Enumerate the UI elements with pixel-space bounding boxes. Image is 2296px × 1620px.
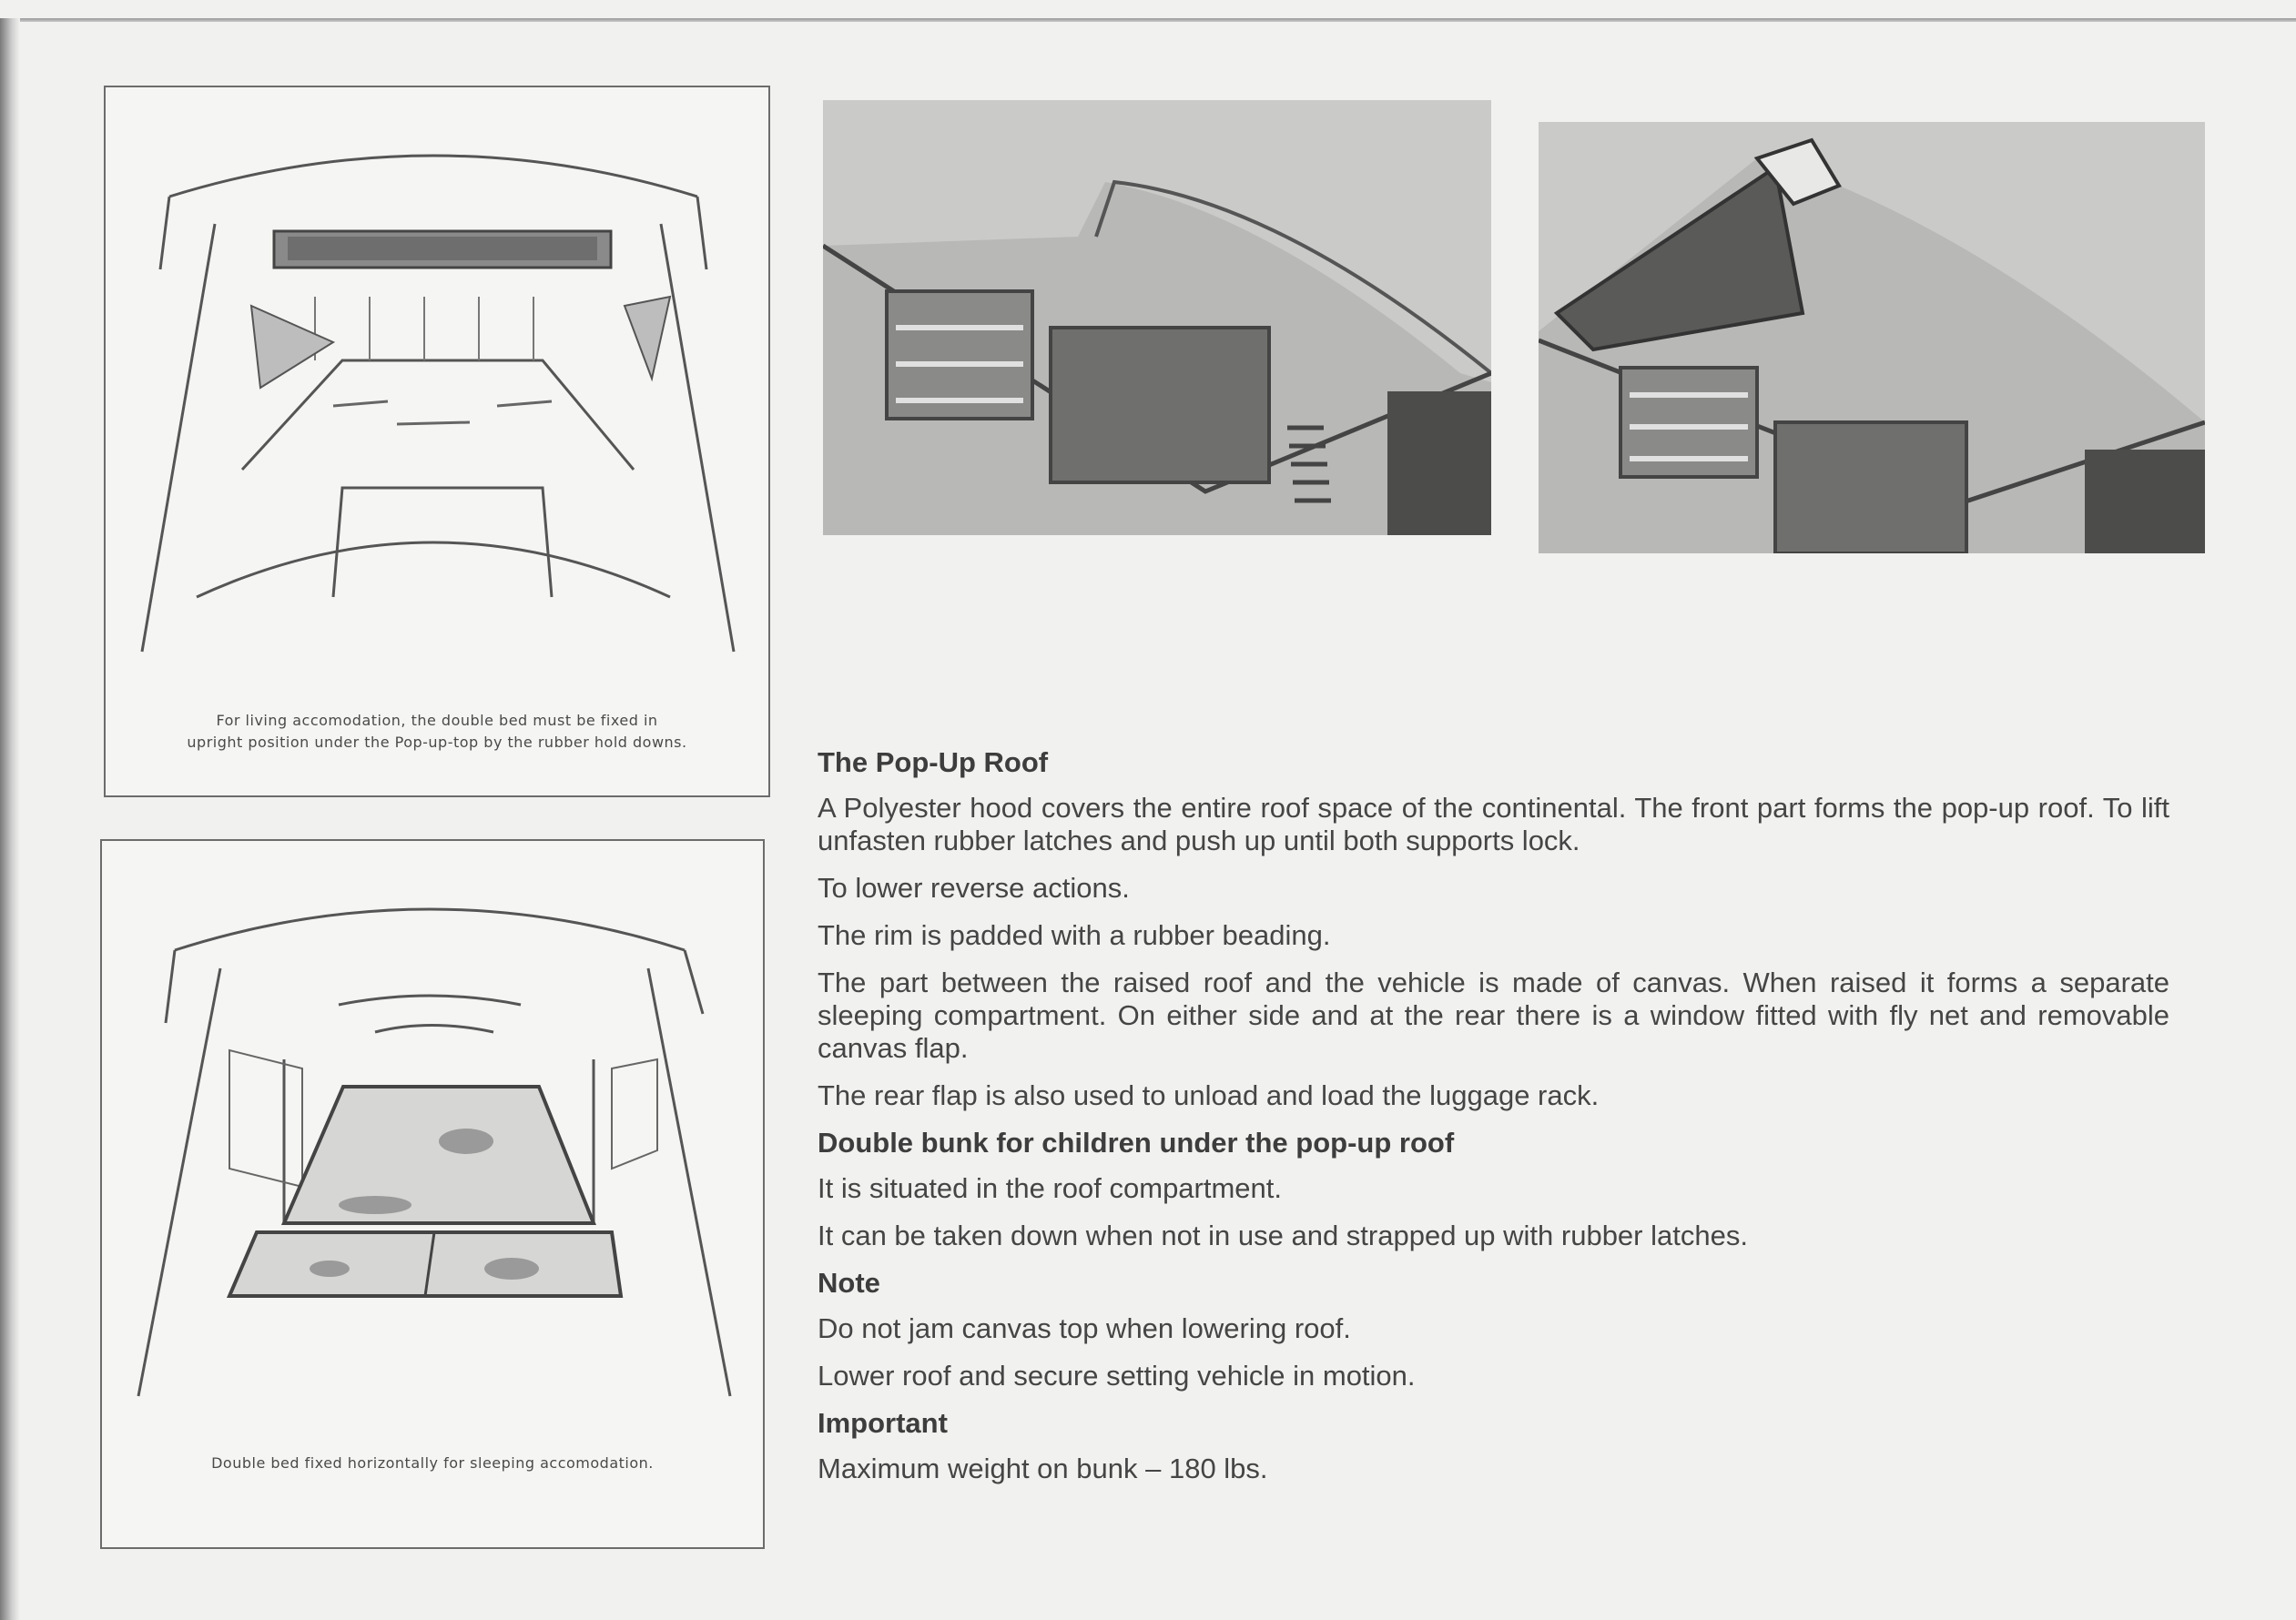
bed-upright-illustration — [106, 87, 768, 795]
paragraph-lower-roof: Lower roof and secure setting vehicle in motion. — [818, 1360, 1416, 1392]
page-edge — [0, 18, 2296, 22]
paragraph-max-weight: Maximum weight on bunk – 180 lbs. — [818, 1453, 1268, 1484]
van-roof-raised-image — [1539, 122, 2205, 553]
van-roof-closed-image — [823, 100, 1491, 535]
figure-bed-horizontal — [100, 839, 765, 1549]
bed-upright-caption-line-2: upright position under the Pop-up-top by the rubber hold downs. — [187, 734, 687, 751]
heading-note: Note — [818, 1267, 880, 1299]
paragraph-do-not-jam: Do not jam canvas top when lowering roof. — [818, 1312, 1351, 1344]
bed-upright-caption-line-1: For living accomodation, the double bed must be fixed in — [216, 712, 658, 729]
figure-bed-upright — [104, 86, 770, 797]
heading-double-bunk: Double bunk for children under the pop-up roof — [818, 1127, 1455, 1159]
paragraph-lower: To lower reverse actions. — [818, 872, 1130, 904]
paragraph-hood: A Polyester hood covers the entire roof space of the continental. The front part forms the pop-up roof. To lift unfasten rubber latches and push up until both supports lock. — [818, 792, 2169, 856]
heading-important: Important — [818, 1407, 948, 1439]
paragraph-rim: The rim is padded with a rubber beading. — [818, 919, 1331, 951]
paragraph-rear-flap: The rear flap is also used to unload and load the luggage rack. — [818, 1079, 1600, 1111]
page-binding-shadow — [0, 18, 20, 1620]
paragraph-taken-down: It can be taken down when not in use and strapped up with rubber latches. — [818, 1220, 1748, 1251]
bed-horizontal-caption: Double bed fixed horizontally for sleeping accomodation. — [211, 1454, 654, 1472]
heading-pop-up-roof: The Pop-Up Roof — [818, 746, 1049, 778]
photo-roof-closed — [823, 100, 1491, 535]
main-text — [818, 746, 2169, 1500]
paragraph-situated: It is situated in the roof compartment. — [818, 1172, 1283, 1204]
bed-horizontal-illustration — [102, 841, 763, 1547]
paragraph-canvas: The part between the raised roof and the vehicle is made of canvas. When raised it forms a separate sleeping compartment. On either side and at the rear there is a window fitted with fly net and removable canvas flap. — [818, 967, 2169, 1064]
photo-roof-raised — [1539, 122, 2205, 553]
